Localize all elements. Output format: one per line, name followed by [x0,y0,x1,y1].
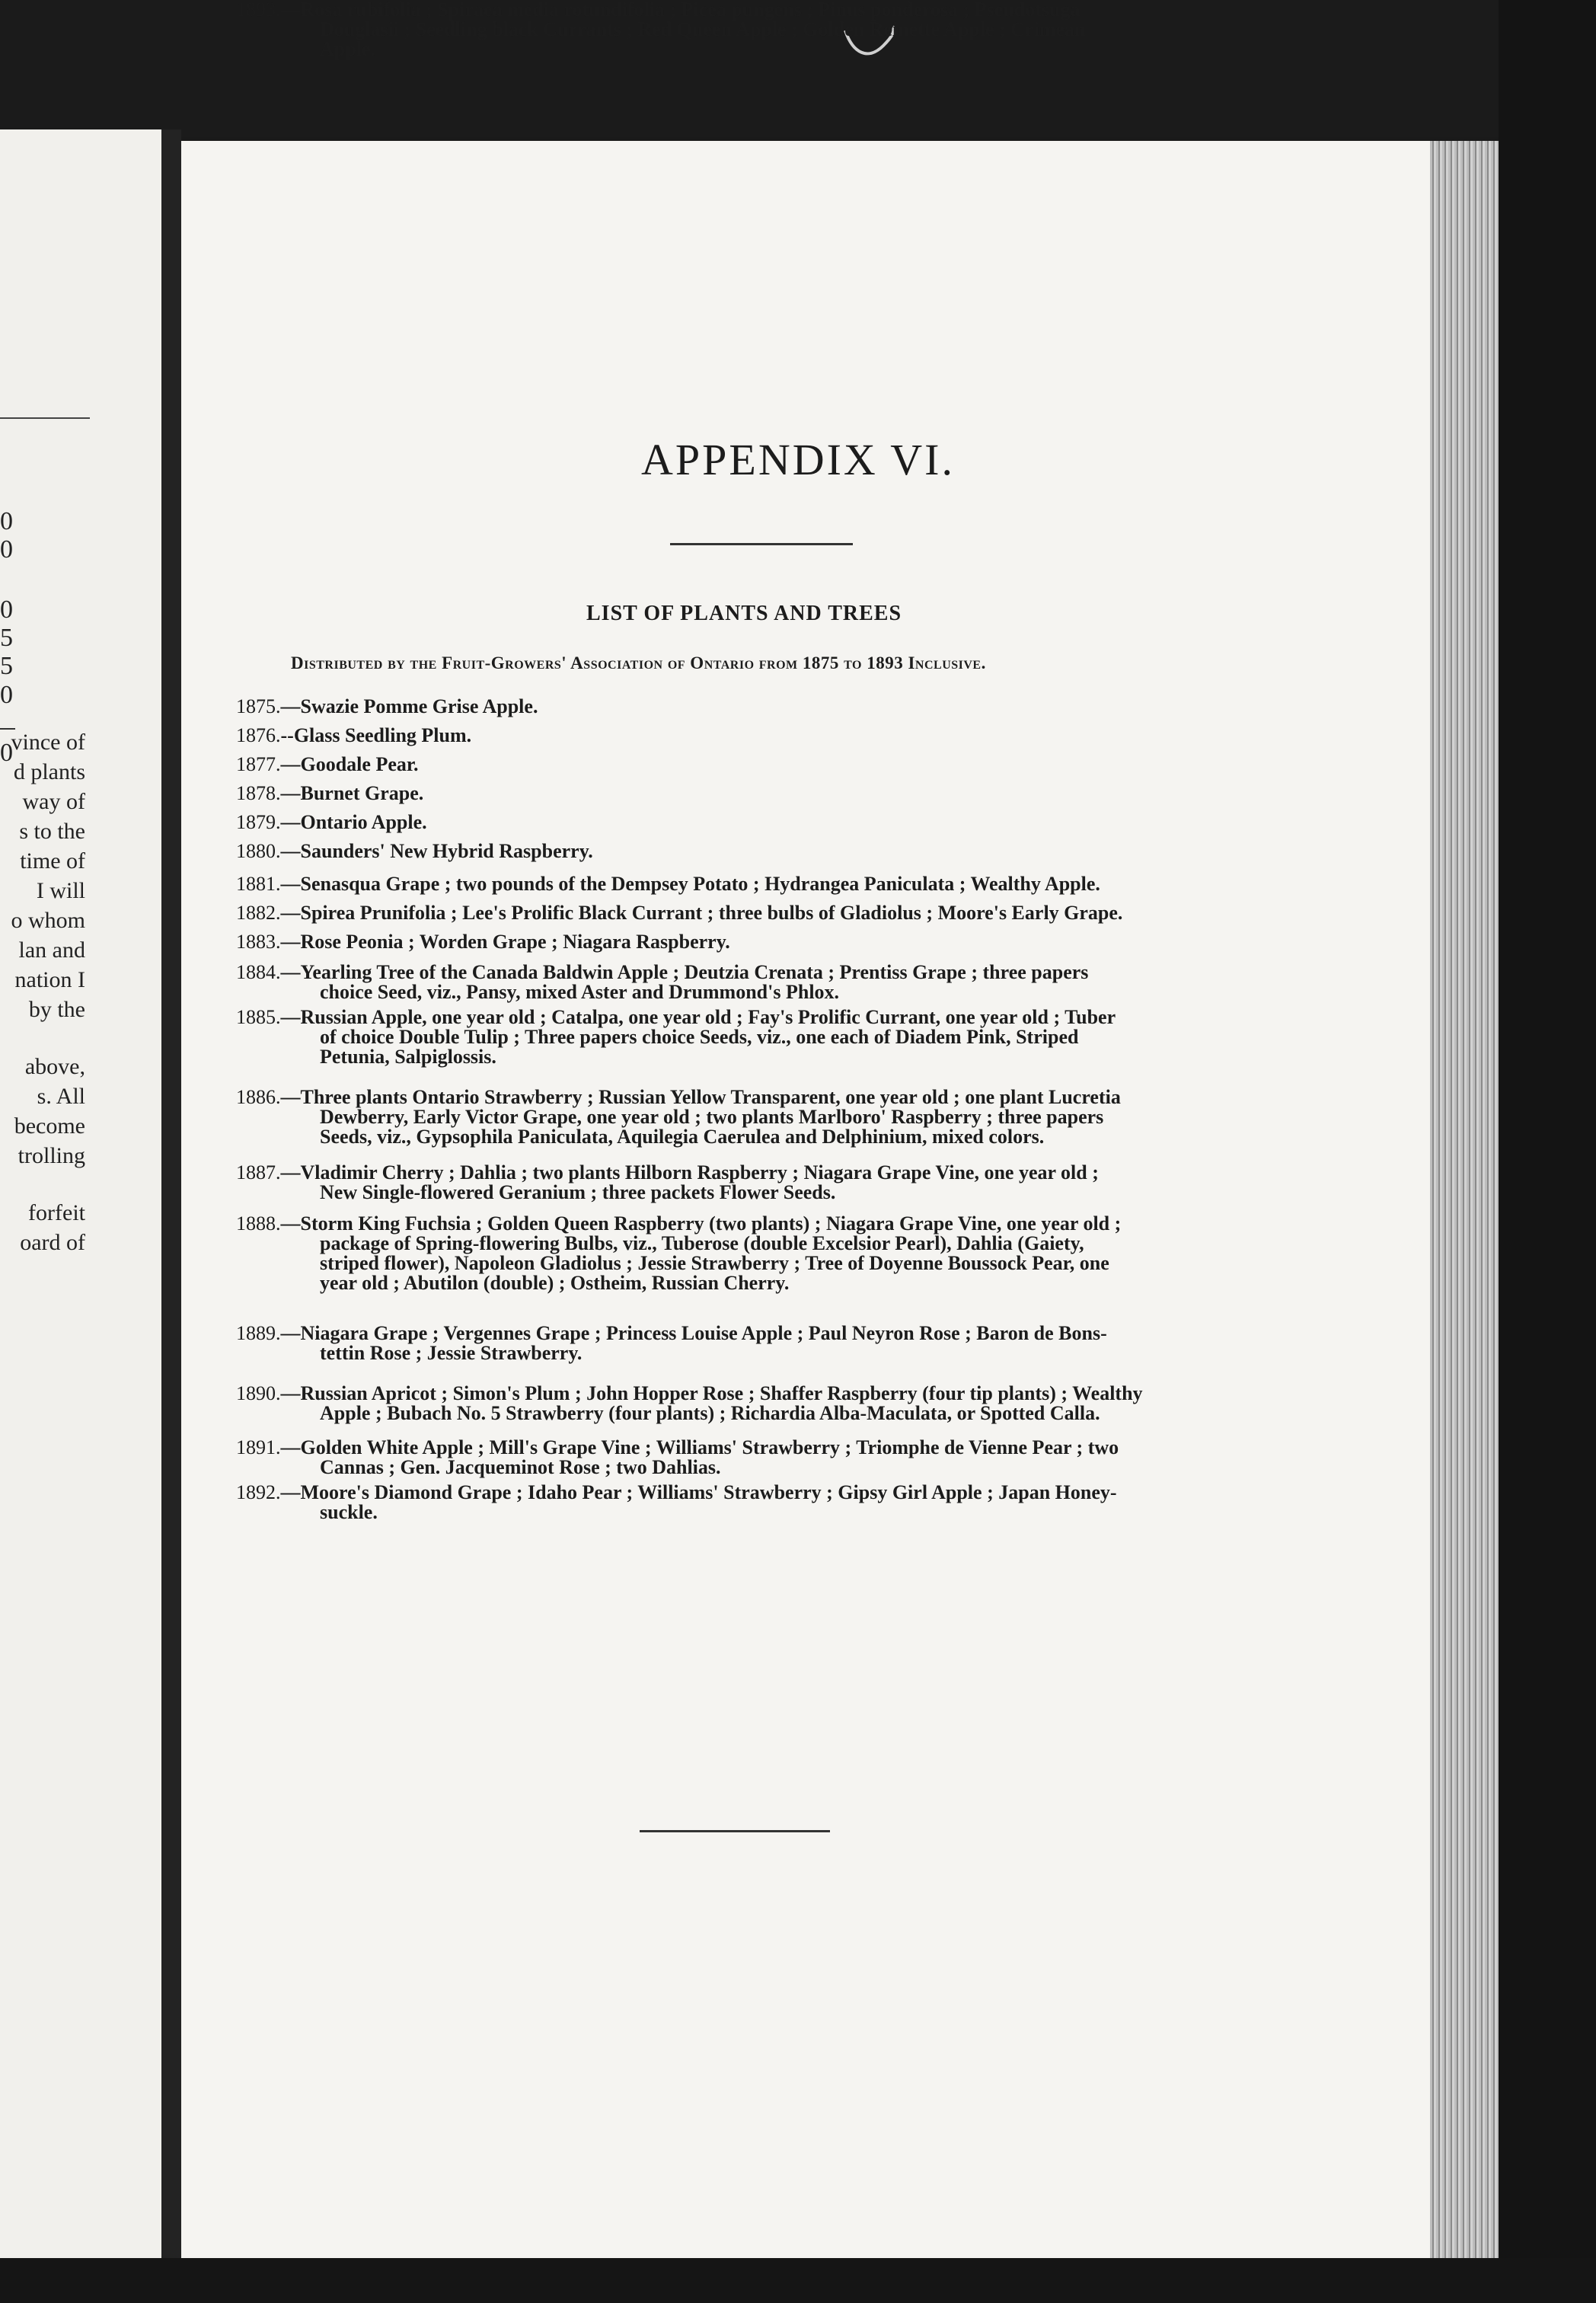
left-page-number: 0 [0,535,13,564]
entry-text-line: —Rosa rubifolia ; Spiraea media rotundifolia ; Picea pungens ; Pinus ponderosa ; Pseudotsuga [280,0,1080,21]
entry-text-line: —Russian Apple, one year old ; Catalpa, one year old ; Fay's Prolific Currant, one year old ; Tuber [280,1006,1116,1028]
entry-text-line: Apple ; Bubach No. 5 Strawberry (four plants) ; Richardia Alba-Maculata, or Spotted Calla. [320,1402,1100,1424]
entry-text-line: —Vladimir Cherry ; Dahlia ; two plants Hilborn Raspberry ; Niagara Grape Vine, one year old ; [280,1161,1099,1183]
entry-text-line: —Senasqua Grape ; two pounds of the Dempsey Potato ; Hydrangea Paniculata ; Wealthy Apple. [280,873,1100,895]
entry-year: 1890. [236,1382,281,1404]
left-page-text-line: above, [24,1054,85,1079]
page-title: APPENDIX VI. [641,435,955,484]
entry-text-line: —Storm King Fuchsia ; Golden Queen Raspberry (two plants) ; Niagara Grape Vine, one year old ; [280,1212,1122,1235]
left-page-text-line: I will [36,878,85,903]
entry-text-line: choice Seed, viz., Pansy, mixed Aster and Drummond's Phlox. [320,981,840,1003]
left-page-number: 0 [0,507,13,535]
list-entry [236,1483,1287,1522]
entry-text-line: —Swazie Pomme Grise Apple. [280,695,538,717]
entry-text-line: —Goodale Pear. [280,753,419,775]
entry-text-line: —Golden White Apple ; Mill's Grape Vine ; Williams' Strawberry ; Triomphe de Vienne Pear ; two [280,1436,1119,1458]
entry-year: 1888. [236,1212,281,1235]
left-page-text-line: s. All [37,1084,85,1109]
entry-year: 1884. [236,961,281,983]
left-page-text-line: vince of [11,730,85,755]
list-entry [236,903,1287,923]
entry-text-line: —Saunders' New Hybrid Raspberry. [280,840,593,862]
entry-year: 1879. [236,811,281,833]
list-entry [236,874,1287,894]
list-entry [236,726,1287,746]
entry-text-line: Dewberry, Early Victor Grape, one year old ; two plants Marlboro' Raspberry ; three papers [320,1106,1104,1128]
entry-text-line: New Single-flowered Geranium ; three packets Flower Seeds. [320,1181,836,1203]
left-page-text-line: lan and [18,937,85,963]
list-entry [236,1008,1287,1067]
list-entry [236,1438,1287,1477]
entry-text-line: year old ; Abutilon (double) ; Ostheim, Russian Cherry. [320,1272,790,1294]
entry-year: 1880. [236,840,281,862]
left-page-text-line: become [14,1113,85,1139]
left-page-number: 0 [0,596,13,624]
entry-year: 1875. [236,695,281,717]
entry-year: 1893. [236,0,281,21]
list-entry [236,932,1287,952]
left-page-text-line: s to the [19,819,85,844]
left-page-number: 5 [0,624,13,652]
entry-text-line: tettin Rose ; Jessie Strawberry. [320,1342,583,1364]
list-entry [236,755,1287,775]
entry-year: 1883. [236,931,281,953]
left-page-text-line: way of [22,789,85,814]
left-page-text-line: trolling [18,1143,85,1168]
left-page-text-line: oard of [20,1230,85,1255]
entry-text-line: Seeds, viz., Gypsophila Paniculata, Aquilegia Caerulea and Delphinium, mixed colors. [320,1126,1045,1148]
left-page-text-line: o whom [11,908,85,933]
scan-background-bottom [0,2258,1596,2303]
entry-text-line: Petunia, Salpiglossis. [320,1046,496,1068]
scan-background-right [1499,0,1596,2303]
entry-text-line: —Ontario Apple. [280,811,427,833]
entry-year: 1889. [236,1322,281,1344]
entry-text-line: —Spirea Prunifolia ; Lee's Prolific Black Currant ; three bulbs of Gladiolus ; Moore's Early Grape. [280,902,1123,924]
entry-year: 1876. [236,724,281,746]
end-rule [640,1830,830,1832]
list-entry [236,1163,1287,1203]
left-page-number: 0 [0,739,13,767]
entry-text-line: striped flower), Napoleon Gladiolus ; Jessie Strawberry ; Tree of Doyenne Boussock Pear, one [320,1252,1109,1274]
entry-year: 1877. [236,753,281,775]
entry-text-line: Douglasii ; Seedling black Currants ; Red Queen Apple ; Golden Reinette Apple ; Crimean [320,18,1086,40]
entry-year: 1892. [236,1481,281,1503]
list-entry [236,0,1287,59]
entry-year: 1882. [236,902,281,924]
left-page-text-line: time of [20,848,85,874]
left-page-number: 5 [0,652,13,680]
entry-year: 1887. [236,1161,281,1183]
title-rule [670,543,853,545]
entry-text-line: —Yearling Tree of the Canada Baldwin Apple ; Deutzia Crenata ; Prentiss Grape ; three papers [280,961,1089,983]
entry-year: 1885. [236,1006,281,1028]
left-page-rule [0,417,90,419]
entry-year: 1881. [236,873,281,895]
entry-text-line: —Three plants Ontario Strawberry ; Russian Yellow Transparent, one year old ; one plant Lucretia [280,1086,1121,1108]
left-page-text-line: by the [28,997,85,1022]
list-subheading: Distributed by the Fruit-Growers' Association of Ontario from 1875 to 1893 Inclusive. [291,653,986,672]
list-entry [236,697,1287,717]
list-entry [236,963,1287,1002]
entry-text-line: —Niagara Grape ; Vergennes Grape ; Princess Louise Apple ; Paul Neyron Rose ; Baron de Bons- [280,1322,1107,1344]
entry-text-line: —Russian Apricot ; Simon's Plum ; John Hopper Rose ; Shaffer Raspberry (four tip plants) ; Wealthy [280,1382,1143,1404]
list-entry [236,1088,1287,1147]
entry-year: 1878. [236,782,281,804]
left-page-text-line: d plants [13,759,85,784]
list-subtitle: LIST OF PLANTS AND TREES [586,602,902,625]
left-page-number: 0 [0,681,13,709]
entry-text-line: Apple. [320,38,375,60]
list-entry [236,813,1287,832]
list-entry [236,1214,1287,1293]
left-page-text-line: nation I [14,967,85,992]
entry-text-line: —Rose Peonia ; Worden Grape ; Niagara Raspberry. [280,931,730,953]
entry-year: 1891. [236,1436,281,1458]
list-entry [236,784,1287,803]
list-entry [236,1324,1287,1363]
entry-text-line: package of Spring-flowering Bulbs, viz., Tuberose (double Excelsior Pearl), Dahlia (Gaiety, [320,1232,1084,1254]
entry-text-line: of choice Double Tulip ; Three papers choice Seeds, viz., one each of Diadem Pink, Striped [320,1026,1079,1048]
entry-text-line: suckle. [320,1501,378,1523]
list-entry [236,842,1287,861]
entry-text-line: --Glass Seedling Plum. [280,724,472,746]
entry-text-line: Cannas ; Gen. Jacqueminot Rose ; two Dahlias. [320,1456,721,1478]
entry-text-line: —Moore's Diamond Grape ; Idaho Pear ; Williams' Strawberry ; Gipsy Girl Apple ; Japan Honey- [280,1481,1117,1503]
left-page-text-line: forfeit [28,1200,85,1225]
entry-text-line: —Burnet Grape. [280,782,424,804]
entry-year: 1886. [236,1086,281,1108]
list-entry [236,1384,1287,1423]
